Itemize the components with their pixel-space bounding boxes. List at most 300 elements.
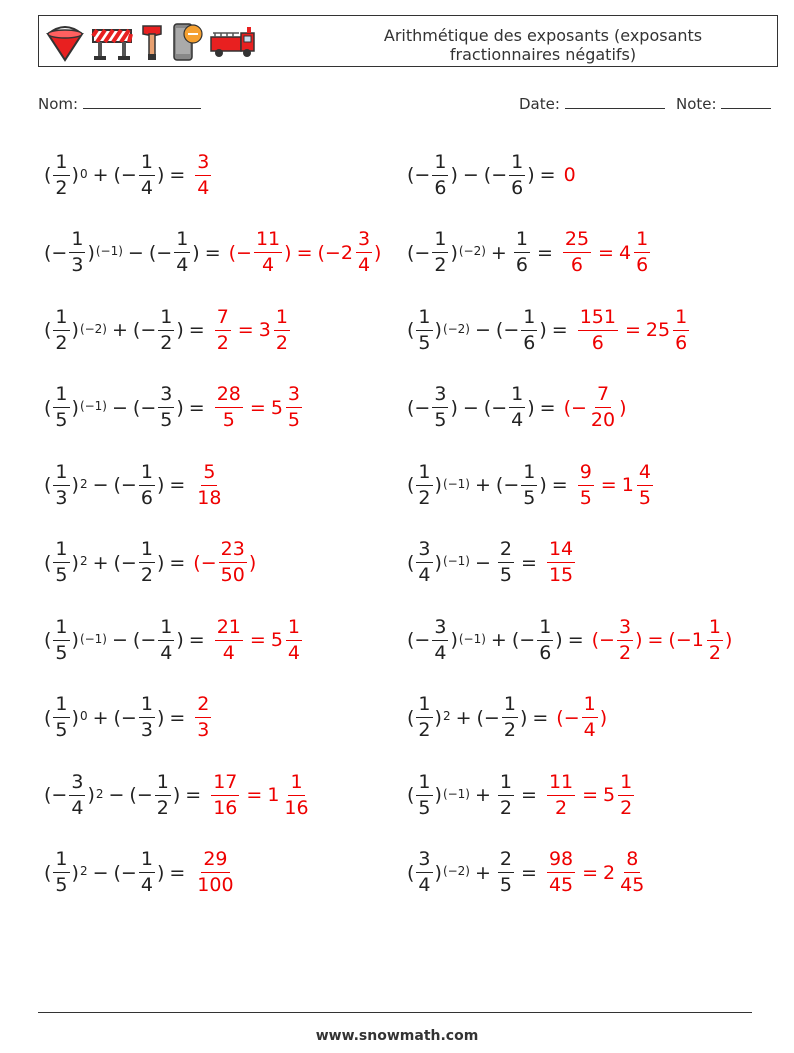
- denominator: 2: [418, 719, 431, 741]
- denominator: 4: [583, 719, 596, 741]
- problem-p4: [407, 218, 652, 288]
- fraction: [578, 460, 594, 509]
- close-paren: ): [71, 164, 79, 186]
- denominator: 6: [515, 254, 528, 276]
- problem-row: [44, 218, 764, 288]
- fraction: [514, 230, 530, 275]
- numerator: 1: [509, 385, 525, 408]
- open-paren: (: [113, 861, 121, 884]
- operator: =: [169, 551, 186, 574]
- fraction: [53, 695, 69, 740]
- close-paren: ): [374, 241, 382, 264]
- question: [407, 230, 558, 275]
- close-paren: ): [539, 319, 547, 341]
- denominator: 2: [216, 331, 229, 354]
- bucket-icon: [45, 22, 85, 62]
- denominator: 4: [140, 874, 153, 896]
- denominator: 6: [636, 254, 649, 276]
- mixed-whole: 5: [270, 629, 283, 651]
- exponent: (−2): [442, 864, 470, 878]
- fraction: [282, 770, 310, 819]
- minus-sign: −: [414, 241, 431, 264]
- fraction: [537, 615, 553, 664]
- open-paren: (: [556, 706, 564, 729]
- open-paren: (: [132, 629, 141, 651]
- denominator: 2: [275, 331, 288, 354]
- open-paren: (: [44, 319, 52, 341]
- denominator: 6: [539, 641, 552, 664]
- operator: =: [169, 164, 186, 186]
- minus-sign: −: [120, 706, 137, 729]
- numerator: 8: [624, 850, 640, 873]
- numerator: 1: [521, 308, 537, 331]
- denominator: 50: [220, 564, 245, 586]
- close-paren: ): [87, 241, 95, 264]
- denominator: 3: [55, 486, 68, 509]
- close-paren: ): [434, 319, 442, 341]
- question: [44, 770, 206, 819]
- fraction: [673, 305, 689, 354]
- date-field[interactable]: [519, 94, 665, 113]
- problem-p19: [44, 838, 238, 908]
- numerator: 1: [498, 773, 514, 796]
- numerator: 9: [578, 463, 594, 486]
- fraction: [498, 540, 514, 585]
- problem-row: [44, 683, 764, 753]
- open-paren: (: [495, 319, 504, 341]
- operator: =: [551, 474, 568, 496]
- close-paren: ): [156, 551, 165, 574]
- operator: =: [536, 241, 553, 264]
- fraction: [215, 305, 231, 354]
- question: [407, 305, 573, 354]
- denominator: 4: [160, 641, 173, 664]
- fraction: [53, 150, 69, 199]
- denominator: 5: [434, 409, 447, 431]
- minus-sign: −: [120, 861, 137, 884]
- problem-p12: [407, 528, 577, 598]
- name-field[interactable]: [38, 94, 201, 113]
- operator: −: [462, 396, 479, 419]
- minus-sign: −: [136, 784, 153, 806]
- numerator: 1: [416, 463, 432, 486]
- numerator: 3: [195, 153, 211, 176]
- operator: −: [475, 319, 491, 341]
- open-paren: (: [44, 241, 52, 264]
- answer: [545, 850, 648, 895]
- operator: =: [249, 629, 266, 651]
- denominator: 2: [434, 254, 447, 276]
- fraction: [158, 615, 174, 664]
- open-paren: (: [44, 551, 52, 574]
- open-paren: (: [668, 629, 676, 651]
- numerator: 28: [215, 385, 243, 408]
- close-paren: ): [619, 396, 627, 419]
- answer: [209, 770, 312, 819]
- numerator: 1: [53, 153, 69, 176]
- numerator: 1: [537, 618, 553, 641]
- question: [407, 770, 542, 819]
- problem-p5: [44, 295, 292, 365]
- fraction: [547, 850, 575, 895]
- denominator: 4: [287, 641, 300, 664]
- numerator: 1: [139, 463, 155, 486]
- close-paren: ): [176, 629, 184, 651]
- open-paren: (: [44, 396, 52, 419]
- title-line-1: Arithmétique des exposants (exposants: [383, 26, 703, 45]
- minus-sign: −: [51, 241, 68, 264]
- exponent: 2: [79, 476, 88, 491]
- numerator: 4: [637, 463, 653, 486]
- problem-p14: [407, 605, 732, 675]
- numerator: 1: [274, 308, 290, 331]
- denominator: 2: [708, 641, 721, 664]
- minus-sign: −: [140, 319, 157, 341]
- mixed-whole: 1: [691, 629, 704, 651]
- axe-icon: [139, 22, 165, 62]
- numerator: 29: [201, 850, 229, 873]
- denominator: 2: [418, 486, 431, 509]
- operator: =: [169, 706, 186, 729]
- minus-sign: −: [414, 164, 431, 186]
- denominator: 4: [197, 176, 210, 199]
- fraction: [521, 460, 537, 509]
- numerator: 1: [158, 308, 174, 331]
- fraction: [69, 230, 85, 275]
- close-paren: ): [176, 396, 184, 419]
- denominator: 4: [434, 641, 447, 664]
- exponent: (−1): [79, 399, 107, 413]
- minus-sign: −: [563, 706, 580, 729]
- operator: +: [475, 861, 491, 884]
- open-paren: (: [476, 706, 484, 729]
- problem-row: [44, 450, 764, 520]
- open-paren: (: [113, 706, 121, 729]
- numerator: 1: [509, 153, 525, 176]
- problem-p16: [407, 683, 607, 753]
- operator: −: [108, 784, 125, 806]
- date-blank[interactable]: [565, 94, 665, 109]
- note-blank[interactable]: [721, 94, 771, 109]
- operator: +: [475, 784, 491, 806]
- fraction: [498, 770, 514, 819]
- fraction: [274, 305, 290, 354]
- fraction: [158, 305, 174, 354]
- fraction: [195, 850, 235, 895]
- operator: −: [475, 551, 491, 574]
- close-paren: ): [71, 474, 79, 496]
- mixed-whole: 4: [618, 241, 632, 264]
- exponent: (−1): [442, 786, 470, 801]
- close-paren: ): [172, 784, 181, 806]
- operator: =: [539, 396, 556, 419]
- fraction: [547, 770, 575, 819]
- fraction: [215, 385, 243, 430]
- minus-sign: −: [156, 241, 173, 264]
- answer: [591, 615, 733, 664]
- open-paren: (: [407, 396, 415, 419]
- problem-p11: [44, 528, 256, 598]
- numerator: 11: [254, 230, 282, 253]
- open-paren: (: [511, 629, 520, 651]
- open-paren: (: [483, 396, 492, 419]
- worksheet-header: [38, 15, 778, 67]
- question: [44, 460, 190, 509]
- name-blank[interactable]: [83, 94, 201, 109]
- name-label: Nom:: [38, 95, 79, 113]
- operator: +: [92, 551, 109, 574]
- operator: +: [92, 164, 109, 186]
- problem-p18: [407, 760, 636, 830]
- numerator: 21: [215, 618, 243, 641]
- numerator: 2: [498, 540, 514, 563]
- open-paren: (: [483, 164, 492, 186]
- numerator: 3: [432, 385, 448, 408]
- numerator: 1: [416, 695, 432, 718]
- answer: [576, 460, 655, 509]
- open-paren: (: [44, 784, 52, 806]
- numerator: 11: [547, 773, 575, 796]
- close-paren: ): [156, 474, 165, 496]
- open-paren: (: [495, 474, 504, 496]
- answer: [545, 540, 577, 585]
- exponent: 2: [79, 864, 88, 878]
- fraction: [155, 770, 171, 819]
- denominator: 2: [554, 796, 568, 819]
- numerator: 1: [502, 695, 518, 718]
- fraction: [53, 305, 69, 354]
- operator: =: [521, 551, 537, 574]
- numerator: 1: [673, 308, 689, 331]
- open-paren: (: [132, 319, 141, 341]
- answer: [193, 540, 256, 585]
- denominator: 4: [222, 641, 235, 664]
- close-paren: ): [450, 241, 458, 264]
- open-paren: (: [129, 784, 137, 806]
- roadblock-icon: [91, 22, 133, 62]
- numerator: 23: [219, 540, 247, 563]
- fraction: [432, 385, 448, 430]
- numerator: 1: [53, 540, 69, 563]
- operator: =: [188, 396, 205, 419]
- numerator: 1: [53, 850, 69, 873]
- open-paren: (: [148, 241, 157, 264]
- fraction: [563, 230, 591, 275]
- open-paren: (: [113, 474, 121, 496]
- fraction: [578, 305, 618, 354]
- minus-sign: −: [491, 396, 508, 419]
- operator: −: [127, 241, 144, 264]
- denominator: 2: [55, 176, 68, 199]
- numerator: 1: [634, 230, 650, 253]
- mixed-whole: 1: [621, 474, 634, 496]
- answer: [193, 695, 213, 740]
- denominator: 6: [434, 176, 447, 199]
- problem-p20: [407, 838, 648, 908]
- close-paren: ): [156, 164, 165, 186]
- question: [44, 385, 210, 430]
- question: [44, 695, 190, 740]
- answer: [545, 770, 636, 819]
- operator: +: [490, 629, 507, 651]
- minus-sign: −: [120, 474, 137, 496]
- open-paren: (: [407, 319, 415, 341]
- numerator: 1: [155, 773, 171, 796]
- close-paren: ): [71, 319, 79, 341]
- numerator: 3: [356, 230, 372, 253]
- open-paren: (: [228, 241, 237, 264]
- problem-p10: [407, 450, 655, 520]
- open-paren: (: [44, 706, 52, 729]
- fraction: [707, 615, 723, 664]
- open-paren: (: [407, 551, 415, 574]
- denominator: 5: [499, 564, 513, 586]
- minus-sign: −: [491, 164, 508, 186]
- question: [44, 150, 190, 199]
- operator: =: [169, 474, 186, 496]
- question: [407, 150, 561, 199]
- mixed-whole: 5: [270, 396, 283, 419]
- numerator: 3: [416, 850, 432, 873]
- minus-sign: −: [324, 241, 341, 264]
- minus-sign: −: [51, 784, 68, 806]
- numerator: 1: [416, 773, 432, 796]
- operator: +: [92, 706, 109, 729]
- minus-sign: −: [414, 396, 431, 419]
- denominator: 2: [160, 331, 173, 354]
- operator: −: [92, 474, 109, 496]
- fraction: [634, 230, 650, 275]
- denominator: 15: [548, 564, 574, 586]
- minus-sign: −: [503, 319, 520, 341]
- title-line-2: fractionnaires négatifs): [449, 45, 637, 64]
- minus-sign: −: [120, 551, 137, 574]
- numerator: 1: [53, 385, 69, 408]
- open-paren: (: [407, 784, 415, 806]
- numerator: 1: [174, 230, 190, 253]
- minus-sign: −: [414, 629, 431, 651]
- minus-sign: −: [483, 706, 500, 729]
- open-paren: (: [193, 551, 201, 574]
- close-paren: ): [527, 396, 535, 419]
- denominator: 5: [499, 874, 513, 896]
- fraction: [254, 230, 282, 275]
- denominator: 5: [55, 409, 68, 431]
- operator: =: [188, 629, 205, 651]
- denominator: 6: [523, 331, 536, 354]
- numerator: 1: [514, 230, 530, 253]
- answer: [564, 385, 627, 430]
- open-paren: (: [44, 474, 52, 496]
- denominator: 5: [222, 409, 235, 431]
- exponent: (−1): [442, 554, 470, 568]
- close-paren: ): [555, 629, 563, 651]
- problem-p8: [407, 373, 627, 443]
- answer: [556, 695, 607, 740]
- exponent: (−1): [79, 631, 107, 646]
- denominator: 4: [176, 254, 189, 276]
- operator: =: [624, 319, 641, 341]
- exponent: 2: [95, 786, 104, 801]
- denominator: 5: [55, 564, 68, 586]
- fraction: [547, 540, 575, 585]
- exponent: (−1): [458, 631, 486, 646]
- exponent: (−1): [95, 244, 123, 258]
- numerator: 1: [53, 463, 69, 486]
- problem-row: [44, 838, 764, 908]
- operator: =: [539, 164, 556, 186]
- numerator: 1: [432, 153, 448, 176]
- fraction: [502, 695, 518, 740]
- fraction: [195, 150, 211, 199]
- minus-sign: −: [519, 629, 536, 651]
- open-paren: (: [407, 706, 415, 729]
- denominator: 16: [213, 796, 238, 819]
- numerator: 2: [195, 695, 211, 718]
- header-icons: [45, 20, 257, 64]
- problem-p17: [44, 760, 313, 830]
- open-paren: (: [132, 396, 141, 419]
- denominator: 2: [503, 719, 516, 741]
- operator: =: [204, 241, 221, 264]
- fraction: [53, 385, 69, 430]
- open-paren: (: [113, 164, 121, 186]
- close-paren: ): [724, 629, 733, 651]
- minus-sign: −: [140, 629, 157, 651]
- note-field[interactable]: [676, 94, 771, 113]
- exponent: (−2): [458, 244, 486, 258]
- denominator: 5: [579, 486, 592, 509]
- minus-sign: −: [200, 551, 217, 574]
- open-paren: (: [407, 629, 415, 651]
- answer: [576, 305, 691, 354]
- answer: [193, 850, 237, 895]
- operator: +: [475, 474, 491, 496]
- operator: =: [600, 474, 617, 496]
- question: [407, 385, 561, 430]
- open-paren: (: [44, 861, 52, 884]
- close-paren: ): [434, 861, 442, 884]
- denominator: 3: [140, 719, 153, 741]
- fraction: [617, 615, 633, 664]
- denominator: 6: [511, 176, 524, 199]
- fraction: [53, 615, 69, 664]
- problem-p2: [407, 140, 576, 210]
- open-paren: (: [44, 164, 52, 186]
- operator: +: [455, 706, 472, 729]
- footer-divider: [38, 1012, 752, 1013]
- denominator: 5: [55, 874, 68, 896]
- denominator: 20: [590, 409, 616, 431]
- denominator: 18: [197, 486, 222, 509]
- fraction: [416, 770, 432, 819]
- question: [407, 460, 573, 509]
- denominator: 5: [418, 331, 431, 354]
- operator: +: [112, 319, 128, 341]
- exponent: 0: [79, 709, 88, 723]
- operator: =: [582, 784, 599, 806]
- denominator: 5: [160, 409, 173, 431]
- numerator: 151: [578, 308, 618, 331]
- fraction: [416, 305, 432, 354]
- denominator: 5: [287, 409, 300, 431]
- operator: −: [462, 164, 479, 186]
- denominator: 6: [140, 486, 153, 509]
- close-paren: ): [71, 706, 79, 729]
- fraction: [139, 460, 155, 509]
- fraction: [139, 850, 155, 895]
- close-paren: ): [635, 629, 643, 651]
